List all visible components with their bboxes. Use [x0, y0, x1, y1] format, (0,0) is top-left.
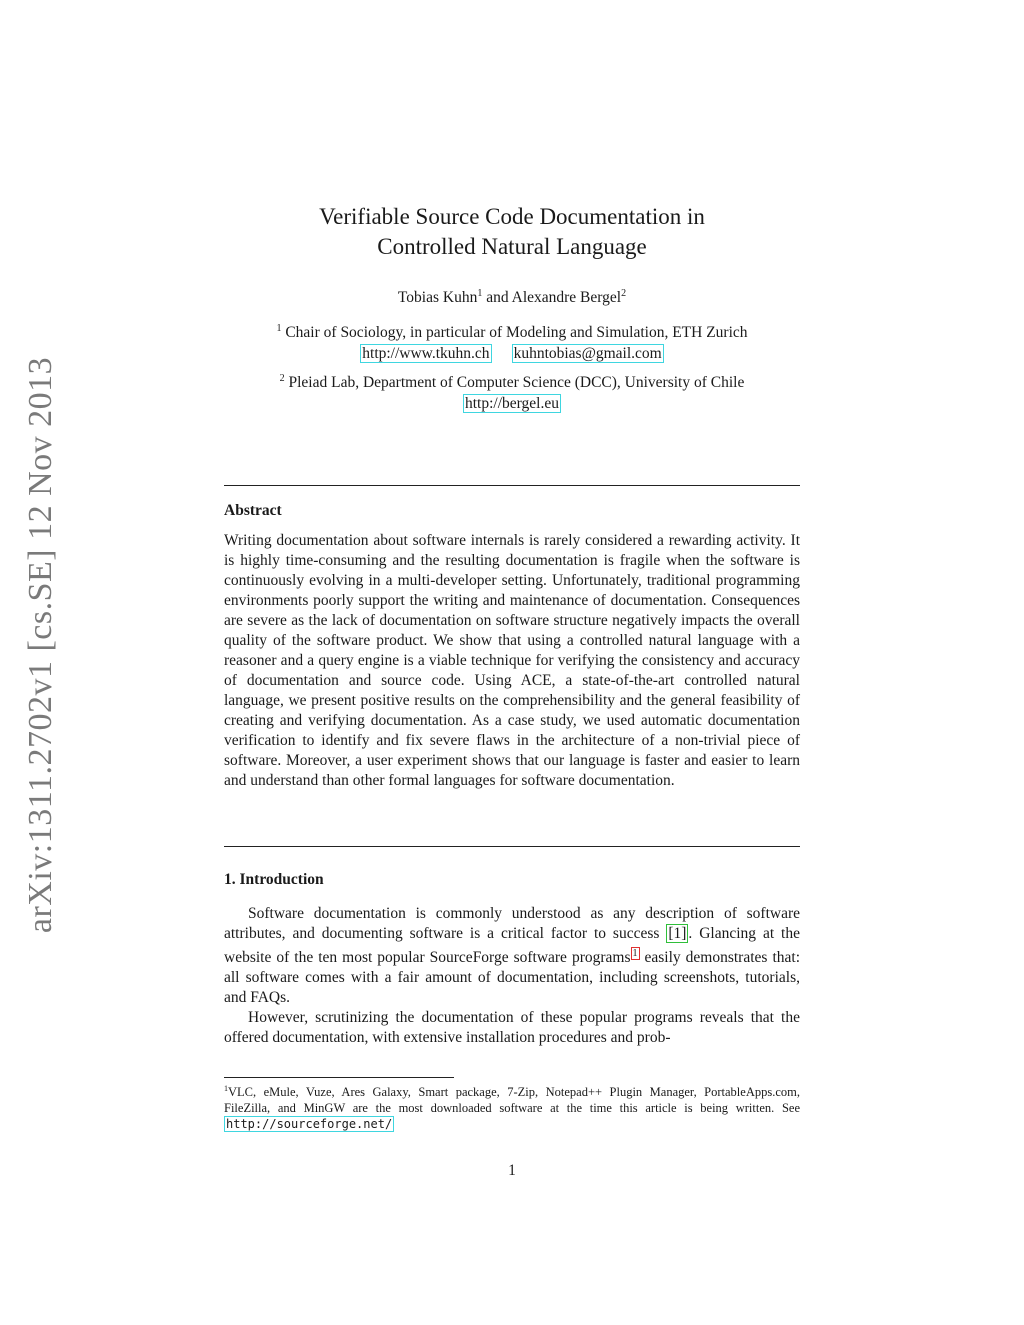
title-line-2: Controlled Natural Language	[377, 234, 647, 259]
author-2: Alexandre Bergel	[511, 289, 622, 306]
intro-p1-text-c: easily demonstrates that: all software comes with a fair amount of documentation, including screenshots, tutorials, and FAQs.	[224, 949, 800, 1006]
affiliation-1-mark: 1	[276, 323, 282, 334]
bergel-link[interactable]: http://bergel.eu	[465, 395, 559, 412]
intro-paragraph-1	[224, 904, 800, 1008]
footnote-1	[224, 1081, 800, 1132]
abstract-top-rule	[224, 485, 800, 486]
intro-p1-text-a: Software documentation is commonly understood as any description of software attributes, and documenting software is a critical factor to success	[224, 905, 800, 942]
page-number: 1	[508, 1162, 516, 1179]
paper-title	[224, 202, 800, 262]
footnote-ref-1[interactable]: 1	[632, 948, 638, 959]
author-conjunction: and	[482, 289, 512, 306]
arxiv-identifier: arXiv:1311.2702v1 [cs.SE] 12 Nov 2013	[22, 356, 59, 934]
introduction-heading: 1. Introduction	[224, 871, 324, 888]
citation-1[interactable]: [1]	[668, 925, 687, 942]
footnote-1-text: VLC, eMule, Vuze, Ares Galaxy, Smart package, 7-Zip, Notepad++ Plugin Manager, PortableApps.com, FileZilla, and MinGW are the most downloaded software at the time this article is being written. See	[224, 1085, 800, 1115]
author-2-mark: 2	[621, 288, 627, 299]
title-line-1: Verifiable Source Code Documentation in	[319, 204, 705, 229]
abstract-body: Writing documentation about software internals is rarely considered a rewarding activity. It is highly time-consuming and the resulting documentation is fragile when the software is continuously evolving in a multi-developer setting. Unfortunately, traditional programming environments poorly support the writing and maintenance of documentation. Consequences are severe as the lack of documentation on software structure negatively impacts the overall quality of the software product. We show that using a controlled natural language with a reasoner and a query engine is a viable technique for verifying the consistency and accuracy of documentation and source code. Using ACE, a state-of-the-art controlled natural language, we present positive results on the comprehensibility and the general feasibility of creating and verifying documentation. As a case study, we used automatic documentation verification to identify and fix severe flaws in the architecture of a non-trivial piece of software. Moreover, a user experiment shows that our language is faster and easier to learn and understand than other formal languages for software documentation.	[224, 532, 800, 789]
affiliation-2-mark: 2	[279, 373, 285, 384]
author-1-mark: 1	[477, 288, 483, 299]
homepage-link[interactable]: http://www.tkuhn.ch	[362, 345, 490, 362]
author-list	[224, 288, 800, 307]
abstract-bottom-rule	[224, 846, 800, 847]
email-link[interactable]: kuhntobias@gmail.com	[513, 345, 662, 362]
footnote-rule	[224, 1077, 454, 1078]
affiliation-1	[224, 319, 800, 364]
intro-p1-text-b: . Glancing at the website of the ten most popular SourceForge software programs	[224, 925, 800, 966]
intro-paragraph-2: However, scrutinizing the documentation of these popular programs reveals that the offered documentation, with extensive installation procedures and prob-	[224, 1009, 800, 1046]
affiliation-2	[224, 369, 800, 414]
affiliation-1-text: Chair of Sociology, in particular of Modeling and Simulation, ETH Zurich	[285, 324, 748, 341]
footnote-1-mark: 1	[224, 1084, 228, 1093]
affiliation-2-text: Pleiad Lab, Department of Computer Science (DCC), University of Chile	[288, 374, 745, 391]
introduction-body	[224, 904, 800, 1048]
author-1: Tobias Kuhn	[397, 289, 478, 306]
sourceforge-link[interactable]: http://sourceforge.net/	[226, 1117, 393, 1131]
abstract-heading: Abstract	[224, 502, 282, 519]
